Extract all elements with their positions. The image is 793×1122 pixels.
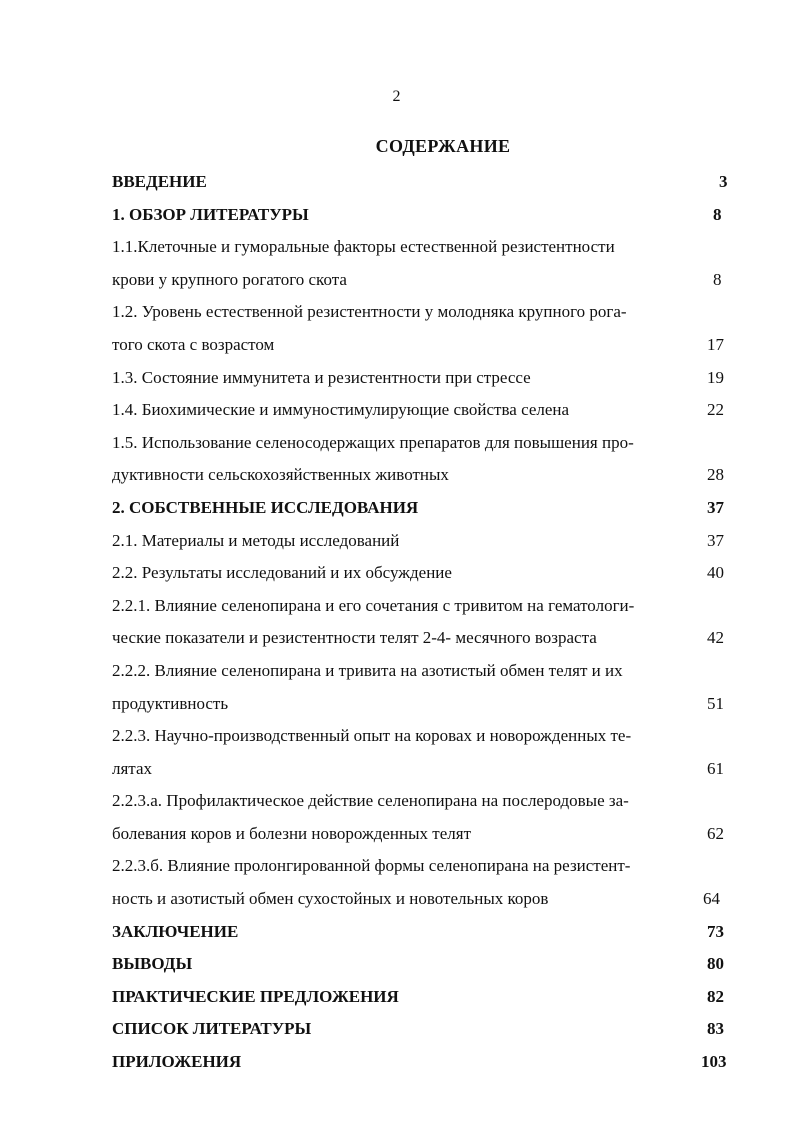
toc-entry-text: 1.2. Уровень естественной резистентности у молодняка крупного рога- [112,302,627,322]
toc-entry-text: СПИСОК ЛИТЕРАТУРЫ [112,1019,312,1039]
toc-entry [112,296,742,329]
toc-entry-text: дуктивности сельскохозяйственных животных [112,465,449,485]
toc-entry-text: 2.1. Материалы и методы исследований [112,530,400,550]
toc-entry [112,948,742,981]
toc-entry [112,785,742,818]
toc-entry [112,720,742,753]
toc-entry [112,688,742,721]
toc-entry-page: 37 [707,530,724,550]
toc-entry-text: 2.2.2. Влияние селенопирана и тривита на азотистый обмен телят и их [112,660,623,680]
toc-entry-text: ВВЕДЕНИЕ [112,172,207,191]
toc-entry-text: крови у крупного рогатого скота [112,269,347,289]
toc-entry [112,231,742,264]
toc-entry-text: 1.1.Клеточные и гуморальные факторы естественной резистентности [112,237,615,257]
toc-entry [112,329,742,362]
toc-entry-text: 2.2.3. Научно-производственный опыт на коровах и новорожденных те- [112,726,632,746]
toc-entry-text: ВЫВОДЫ [112,954,193,974]
toc-entry [112,264,742,297]
toc-entry-page: 103 [701,1052,727,1072]
toc-entry-text: 1.4. Биохимические и иммуностимулирующие свойства селена [112,400,570,420]
toc-entry-page: 37 [707,497,724,517]
toc-entry [112,883,742,916]
toc-entry [112,1013,742,1046]
toc-entry [112,525,742,558]
toc-entry-text: 2.2.1. Влияние селенопирана и его сочетания с тривитом на гематологи- [112,595,635,615]
toc-entry [112,394,742,427]
toc-entry-text: 1.5. Использование селеносодержащих препаратов для повышения про- [112,432,634,452]
toc-entry-text: 1. ОБЗОР ЛИТЕРАТУРЫ [112,204,309,224]
toc-entry-text: 2.2.3.б. Влияние пролонгированной формы селенопирана на резистент- [112,856,631,876]
toc-entry-page: 17 [707,334,724,354]
toc-entry-text: 2. СОБСТВЕННЫЕ ИССЛЕДОВАНИЯ [112,497,419,517]
toc-entry-page: 8 [713,269,722,289]
toc-entry [112,622,742,655]
toc-entry [112,655,742,688]
toc-entry [112,916,742,949]
toc-entry-text: лятах [112,758,152,778]
toc-title: СОДЕРЖАНИЕ [375,136,511,156]
toc-entry-page: 19 [707,367,724,387]
toc-entry [112,492,742,525]
toc-entry-page: 64 [703,889,720,909]
toc-entry [112,199,742,232]
toc-entry-page: 22 [707,400,724,420]
toc-entry [112,459,742,492]
toc-entry-page: 80 [707,954,724,974]
toc-entry-text: 2.2. Результаты исследований и их обсуждение [112,563,452,583]
toc-entry [112,427,742,460]
toc-entry [112,981,742,1014]
toc-entry-text: болевания коров и болезни новорожденных телят [112,823,472,843]
page-number: 2 [392,88,401,105]
toc-entry-page: 42 [707,628,724,648]
toc-entry-page: 40 [707,563,724,583]
toc-entry-text: 2.2.3.а. Профилактическое действие селенопирана на послеродовые за- [112,791,629,811]
toc-entry-page: 83 [707,1019,724,1039]
toc-entry-text: ПРИЛОЖЕНИЯ [112,1052,242,1072]
toc-entry-text: ческие показатели и резистентности телят 2-4- месячного возраста [112,628,597,648]
toc-entry-text: ПРАКТИЧЕСКИЕ ПРЕДЛОЖЕНИЯ [112,986,399,1006]
toc-entry [112,557,742,590]
toc-entry [112,850,742,883]
toc-entry-text: продуктивность [112,693,229,713]
toc-entry [112,753,742,786]
toc-entry-page: 3 [719,172,728,191]
toc-entry [112,362,742,395]
toc-entry [112,590,742,623]
toc-entry-text: ность и азотистый обмен сухостойных и новотельных коров [112,889,549,909]
toc-entry-text: того скота с возрастом [112,334,275,354]
toc-entry-page: 73 [707,921,724,941]
toc-entry [112,166,742,199]
toc-entry-text: ЗАКЛЮЧЕНИЕ [112,921,239,941]
toc-entry-page: 28 [707,465,724,485]
toc-entry [112,1046,742,1079]
toc-entry-page: 61 [707,758,724,778]
toc-entry-text: 1.3. Состояние иммунитета и резистентности при стрессе [112,367,531,387]
toc-entry-page: 82 [707,986,724,1006]
table-of-contents [112,166,742,1079]
toc-entry [112,818,742,851]
toc-entry-page: 8 [713,204,722,224]
toc-entry-page: 62 [707,823,724,843]
toc-entry-page: 51 [707,693,724,713]
